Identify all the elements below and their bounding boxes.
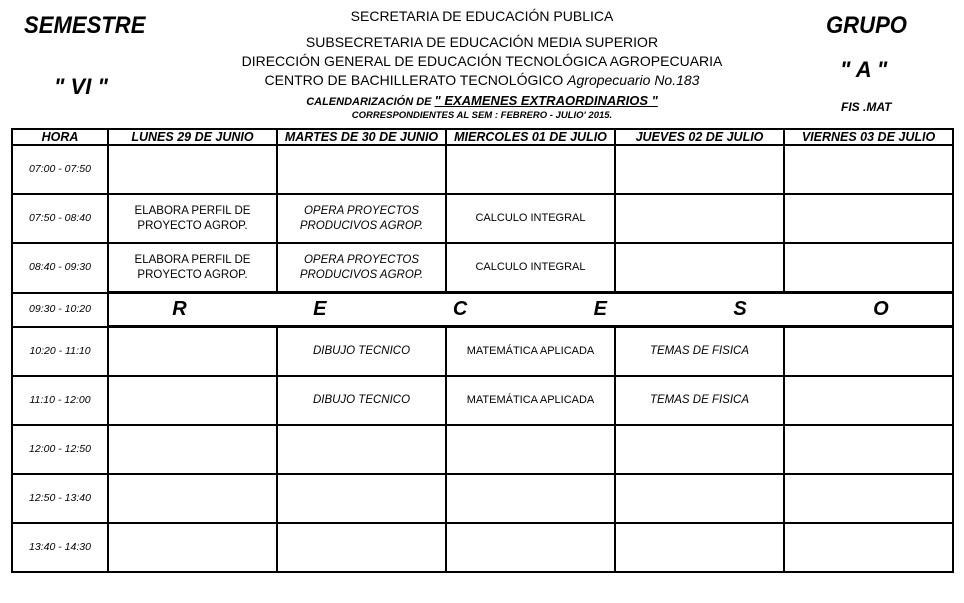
calendar-title [0,93,964,108]
grupo-label: GRUPO [826,12,907,39]
table-row [12,194,953,243]
column-header-day: MIERCOLES 01 DE JULIO [446,129,615,145]
empty-cell [108,474,277,523]
time-slot: 09:30 - 10:20 [12,293,108,327]
empty-cell [277,474,446,523]
empty-cell [615,425,784,474]
empty-cell [615,145,784,194]
empty-cell [784,474,953,523]
time-slot: 12:00 - 12:50 [12,425,108,474]
exam-subject-cell: CALCULO INTEGRAL [446,194,615,243]
empty-cell [784,145,953,194]
empty-cell [108,376,277,425]
recess-cell [108,293,953,327]
time-slot: 13:40 - 14:30 [12,523,108,572]
recess-letter: E [313,298,327,320]
time-slot: 12:50 - 13:40 [12,474,108,523]
column-header-day: MARTES DE 30 DE JUNIO [277,129,446,145]
empty-cell [784,194,953,243]
empty-cell [108,523,277,572]
table-row [12,376,953,425]
institution-name: CENTRO DE BACHILLERATO TECNOLÓGICO [264,72,564,88]
recess-letter: O [873,298,889,320]
grupo-value: " A " [840,57,888,82]
exam-subject-cell: MATEMÁTICA APLICADA [446,327,615,377]
empty-cell [784,425,953,474]
empty-cell [615,474,784,523]
empty-cell [615,243,784,293]
institution-number: Agropecuario No.183 [567,72,700,88]
recess-letter: E [593,298,608,320]
exam-subject-cell: OPERA PROYECTOS PRODUCIVOS AGROP. [277,194,446,243]
header-line-3: DIRECCIÓN GENERAL DE EDUCACIÓN TECNOLÓGICA AGROPECUARIA [241,53,723,69]
empty-cell [784,243,953,293]
empty-cell [277,425,446,474]
column-header-hora: HORA [12,129,108,145]
exam-subject-cell: DIBUJO TECNICO [277,376,446,425]
time-slot: 10:20 - 11:10 [12,327,108,377]
table-row [12,243,953,293]
calendar-prefix: CALENDARIZACIÓN DE [306,96,432,108]
exam-subject-cell: TEMAS DE FISICA [615,327,784,377]
table-row [12,474,953,523]
time-slot: 11:10 - 12:00 [12,376,108,425]
column-header-day: JUEVES 02 DE JULIO [615,129,784,145]
empty-cell [784,376,953,425]
header-line-4 [0,72,964,88]
header-line-2: SUBSECRETARIA DE EDUCACIÓN MEDIA SUPERIOR [305,34,659,50]
header-line-1: SECRETARIA DE EDUCACIÓN PUBLICA [350,8,614,24]
empty-cell [615,523,784,572]
exam-subject-cell: CALCULO INTEGRAL [446,243,615,293]
empty-cell [108,145,277,194]
exam-schedule-table [11,128,954,573]
semestre-value: " VI " [54,74,108,99]
recess-letter: S [733,298,747,320]
table-row [12,145,953,194]
empty-cell [446,145,615,194]
empty-cell [108,425,277,474]
time-slot: 07:00 - 07:50 [12,145,108,194]
table-row [12,523,953,572]
table-row [12,425,953,474]
column-header-day: LUNES 29 DE JUNIO [108,129,277,145]
empty-cell [446,523,615,572]
empty-cell [784,327,953,377]
exam-type: " EXAMENES EXTRAORDINARIOS " [434,93,658,108]
time-slot: 07:50 - 08:40 [12,194,108,243]
recess-letter: C [452,298,468,320]
time-slot: 08:40 - 09:30 [12,243,108,293]
empty-cell [446,425,615,474]
empty-cell [277,145,446,194]
exam-subject-cell: DIBUJO TECNICO [277,327,446,377]
recess-letter: R [172,298,187,320]
exam-subject-cell: ELABORA PERFIL DE PROYECTO AGROP. [108,194,277,243]
empty-cell [108,327,277,377]
empty-cell [446,474,615,523]
exam-subject-cell: TEMAS DE FISICA [615,376,784,425]
column-header-day: VIERNES 03 DE JULIO [784,129,953,145]
period-label: CORRESPONDIENTES AL SEM : FEBRERO - JULIO' 2015. [351,110,613,121]
exam-subject-cell: MATEMÁTICA APLICADA [446,376,615,425]
empty-cell [277,523,446,572]
exam-subject-cell: OPERA PROYECTOS PRODUCIVOS AGROP. [277,243,446,293]
empty-cell [784,523,953,572]
semestre-label: SEMESTRE [24,12,146,39]
recess-row [12,293,953,327]
empty-cell [615,194,784,243]
table-row [12,327,953,377]
table-header-row [12,129,953,145]
area-label: FIS .MAT [841,100,892,114]
exam-subject-cell: ELABORA PERFIL DE PROYECTO AGROP. [108,243,277,293]
